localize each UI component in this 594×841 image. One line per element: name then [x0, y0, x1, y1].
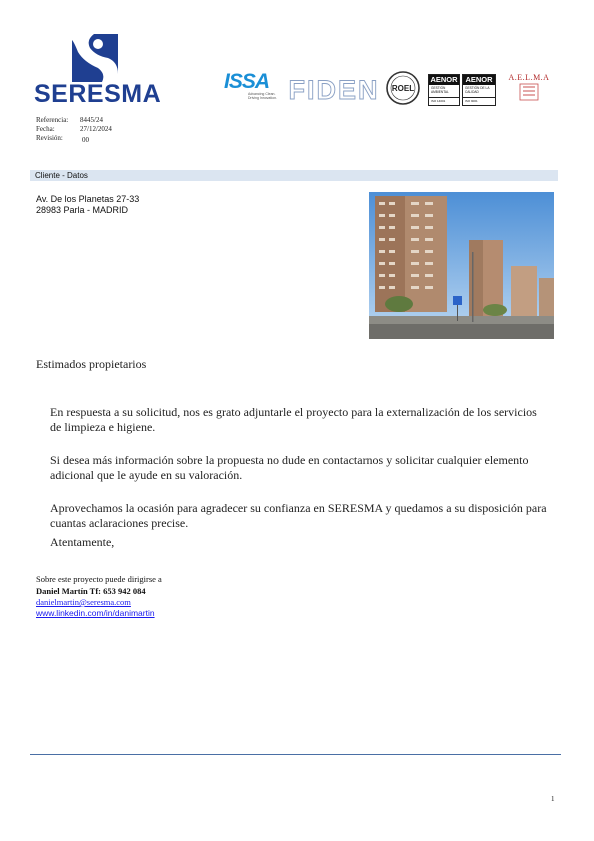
section-header-bar — [30, 170, 558, 181]
paragraph-response: En respuesta a su solicitud, nos es grato adjuntarle el proyecto para la externalización de los servicios de limpieza e higiene. — [50, 405, 537, 434]
roel-logo-text: ROEL — [391, 84, 415, 93]
aelma-logo-text: A.E.L.M.A — [508, 73, 550, 82]
revision-value: 00 — [82, 136, 89, 144]
paragraph-thanks: Aprovechamos la ocasión para agradecer su confianza en SERESMA y quedamos a su disposición para cuantas aclaraciones precise. — [50, 501, 547, 530]
aenor-calidad-label: GESTIÓN DE LA CALIDAD — [463, 85, 495, 98]
greeting: Estimados propietarios — [36, 357, 147, 371]
closing: Atentamente, — [50, 535, 115, 549]
aenor-calidad-code: ISO 9001 — [465, 99, 478, 103]
contact-intro: Sobre este proyecto puede dirigirse a — [36, 574, 162, 584]
contact-email-link[interactable]: danielmartin@seresma.com — [36, 597, 131, 607]
section-title: Cliente - Datos — [35, 171, 88, 180]
building-photo — [369, 192, 554, 339]
aelma-logo — [505, 71, 553, 105]
referencia-value: 8445/24 — [80, 116, 103, 124]
aenor-calidad-title: AENOR — [463, 75, 495, 85]
issa-logo-text: ISSA — [224, 70, 270, 93]
aenor-calidad-badge — [462, 74, 496, 106]
fiden-logo-text: FIDEN — [288, 75, 380, 104]
fiden-logo — [288, 74, 380, 104]
issa-tagline: Advancing Clean. Driving Innovation. — [248, 92, 277, 100]
contact-linkedin-link[interactable]: www.linkedin.com/in/danimartin — [36, 608, 155, 618]
aenor-ambiental-code: ISO 14001 — [431, 99, 446, 103]
footer-divider — [30, 754, 561, 755]
page-number: 1 — [551, 795, 555, 803]
aenor-ambiental-badge — [428, 74, 460, 106]
roel-logo — [384, 70, 422, 106]
contact-name-phone: Daniel Martín Tf: 653 942 084 — [36, 586, 146, 596]
seresma-logo-mark — [72, 34, 118, 82]
client-address-line2: 28983 Parla - MADRID — [36, 205, 129, 215]
revision-label: Revisión: — [36, 134, 63, 142]
fecha-label: Fecha: — [36, 125, 55, 133]
aenor-ambiental-label: GESTIÓN AMBIENTAL — [429, 85, 459, 98]
fecha-value: 27/12/2024 — [80, 125, 112, 133]
client-address-line1: Av. De los Planetas 27-33 — [36, 194, 140, 204]
paragraph-more-info: Si desea más información sobre la propuesta no dude en contactarnos y solicitar cualquier elemento adicional que le ayude en su valoración. — [50, 453, 529, 482]
issa-logo — [224, 71, 278, 107]
referencia-label: Referencia: — [36, 116, 69, 124]
aenor-ambiental-title: AENOR — [430, 75, 458, 84]
seresma-logo-text: SERESMA — [34, 80, 162, 108]
